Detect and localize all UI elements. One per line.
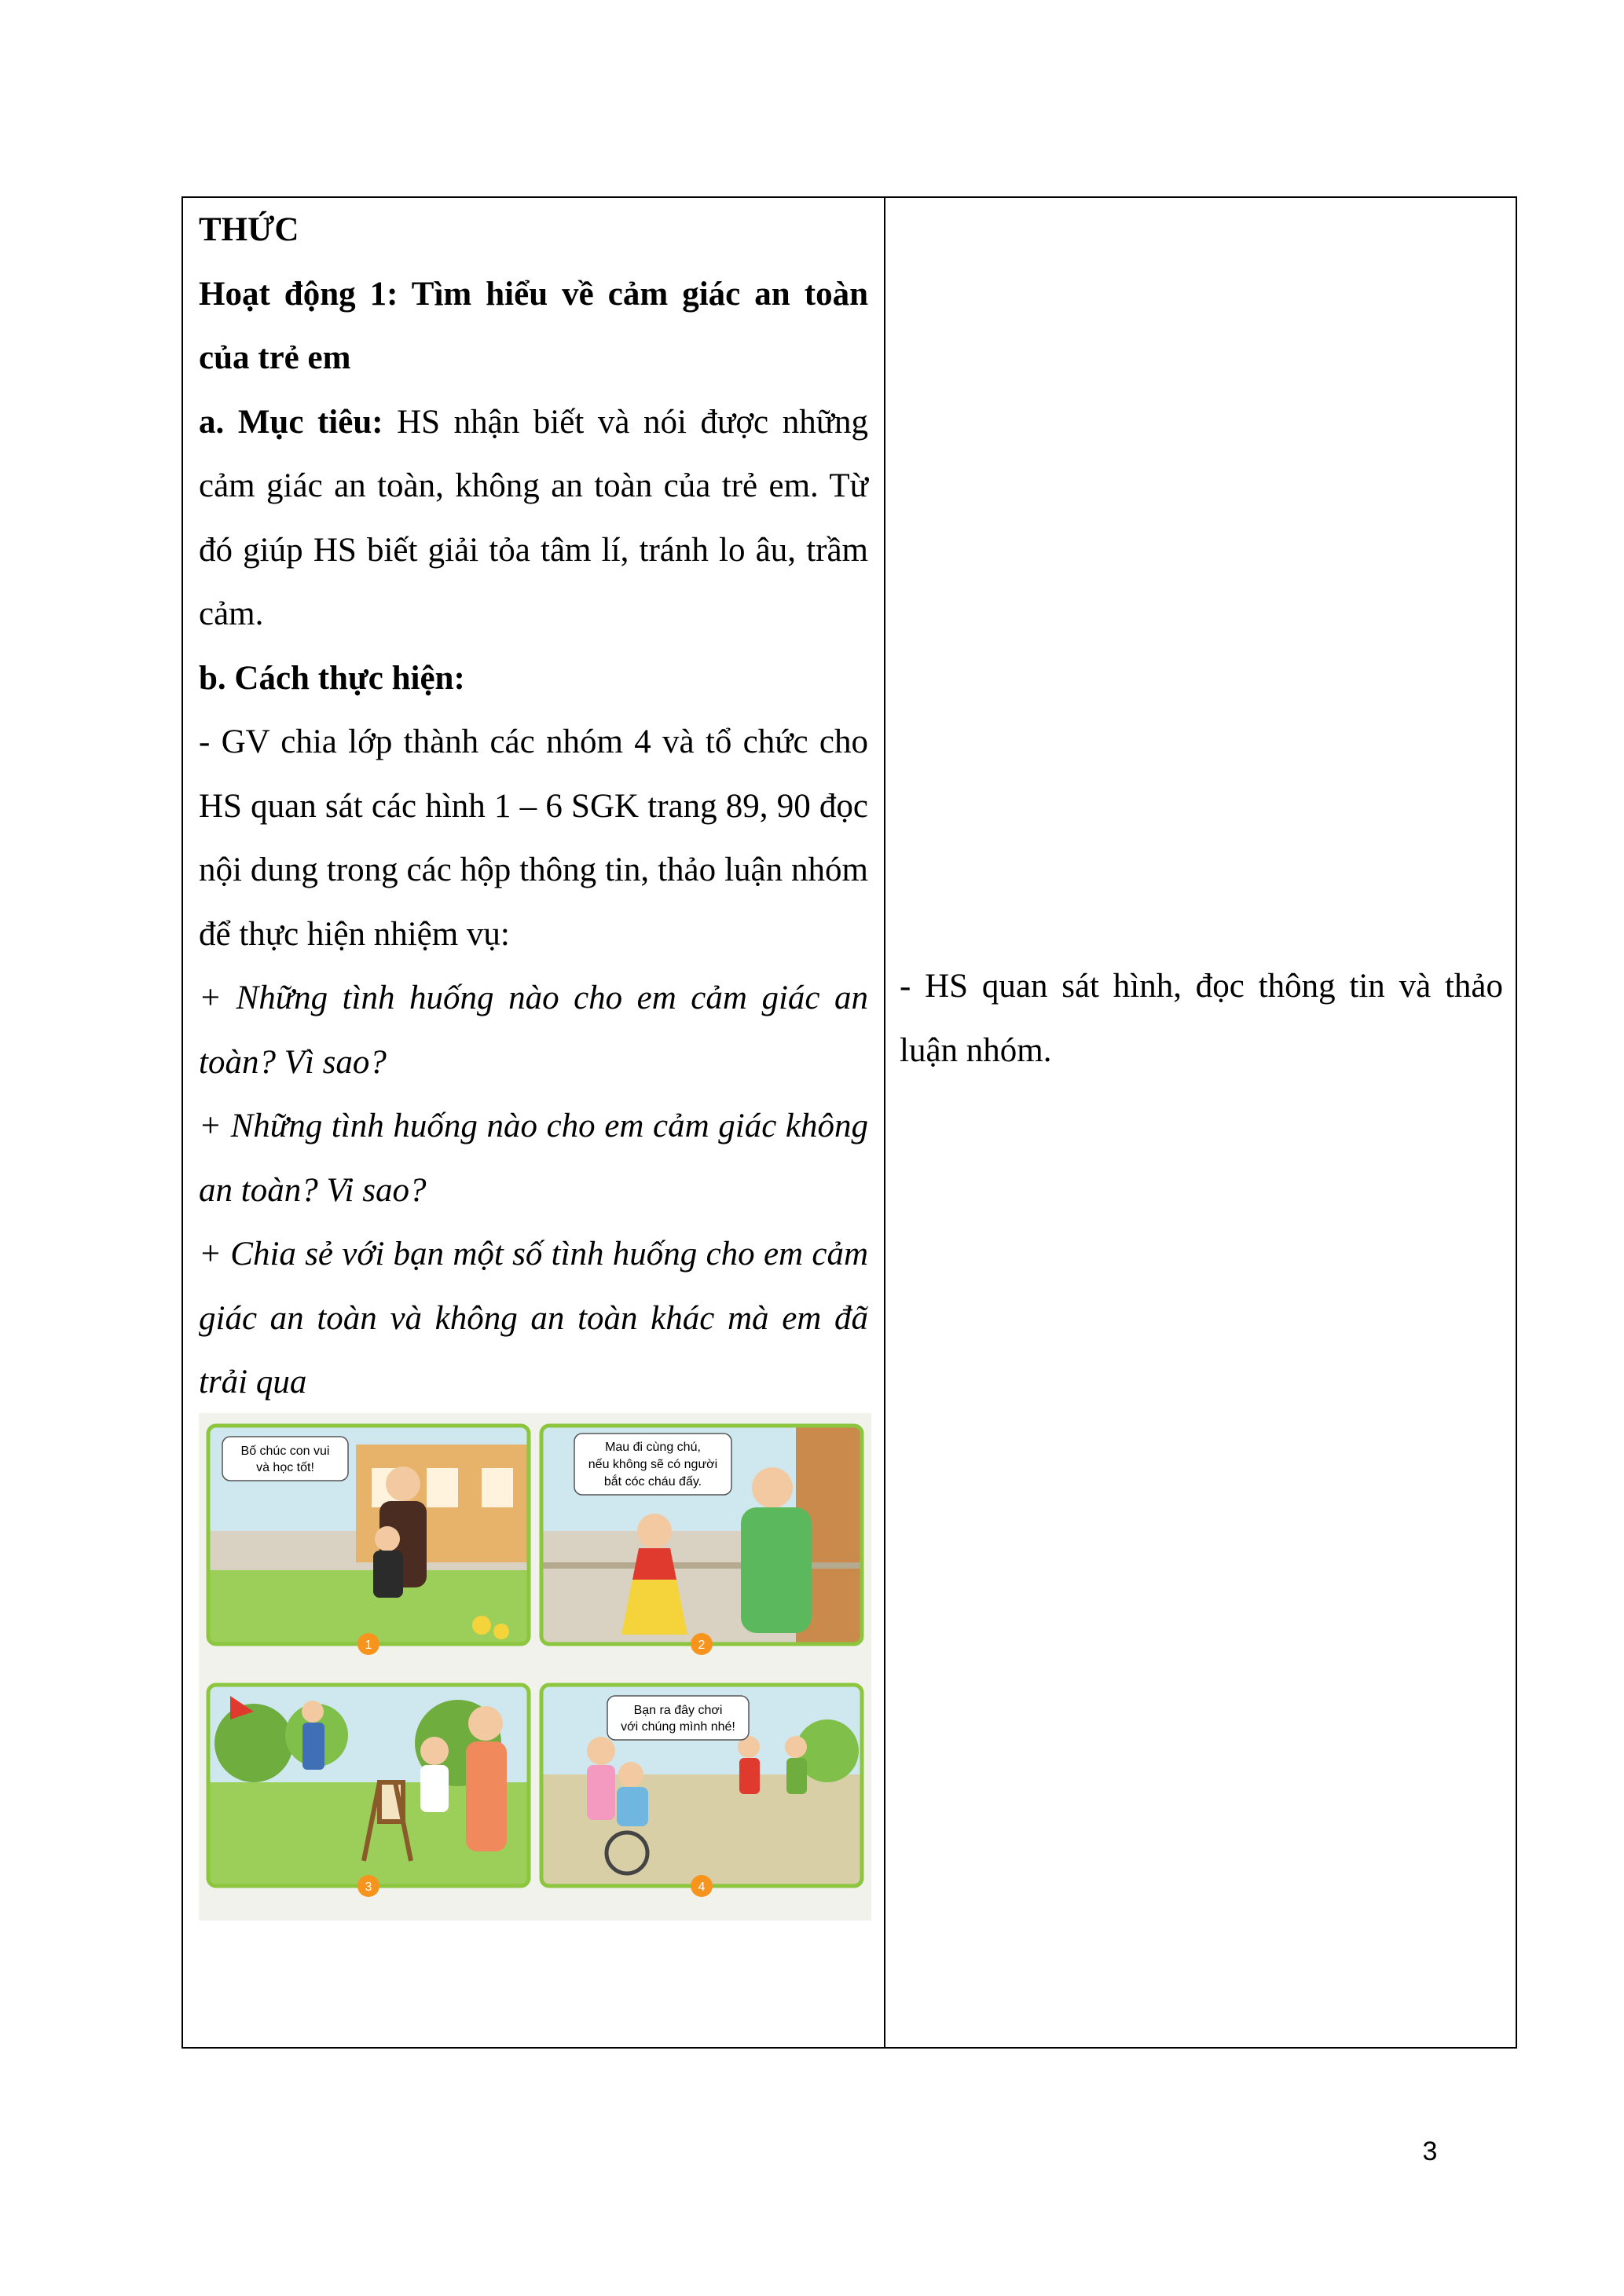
- speech-1-line-1: Bố chúc con vui: [240, 1445, 330, 1458]
- panel-2-number: 2: [698, 1639, 706, 1652]
- speech-bubble-2: [574, 1434, 731, 1495]
- illustration-svg: [199, 1413, 871, 1921]
- method-label: b. Cách thực hiện:: [199, 659, 465, 697]
- objective: [199, 390, 868, 646]
- speech-bubble-4: [607, 1696, 749, 1740]
- speech-1-line-2: và học tốt!: [256, 1461, 314, 1474]
- heading-continuation: THỨC: [199, 211, 299, 248]
- speech-4-line-2: với chúng mình nhé!: [621, 1720, 735, 1734]
- panel-4-number: 4: [698, 1880, 706, 1894]
- speech-2-line-3: bắt cóc cháu đấy.: [603, 1475, 702, 1489]
- student-column: [900, 954, 1503, 1082]
- objective-text: HS nhận biết và nói được những cảm giác an toàn, không an toàn của trẻ em. Từ đó giúp HS biết giải tỏa tâm lí, tránh lo âu, trầm cảm.: [199, 403, 869, 632]
- panel-3-number: 3: [365, 1880, 372, 1894]
- student-step: - HS quan sát hình, đọc thông tin và thảo luận nhóm.: [900, 968, 1503, 1069]
- column-divider: [884, 198, 885, 2047]
- panel-3: [208, 1685, 529, 1886]
- page-number: 3: [1422, 2137, 1438, 2166]
- question-1: + Những tình huống nào cho em cảm giác an toàn? Vì sao?: [199, 980, 868, 1081]
- question-2: + Những tình huống nào cho em cảm giác không an toàn? Vi sao?: [199, 1108, 868, 1209]
- objective-label: a. Mục tiêu:: [199, 403, 383, 441]
- speech-2-line-1: Mau đi cùng chú,: [605, 1441, 701, 1454]
- speech-bubble-1: [222, 1437, 348, 1481]
- teacher-step: - GV chia lớp thành các nhóm 4 và tổ chức cho HS quan sát các hình 1 – 6 SGK trang 89, 90 đọc nội dung trong các hộp thông tin, thảo luận nhóm để thực hiện nhiệm vụ:: [199, 723, 868, 953]
- lesson-table: [181, 196, 1517, 2049]
- speech-2-line-2: nếu không sẽ có người: [588, 1458, 718, 1471]
- question-3: + Chia sẻ với bạn một số tình huống cho em cảm giác an toàn và không an toàn khác mà em đã trải qua: [199, 1236, 868, 1401]
- teacher-column: [199, 198, 868, 1415]
- panel-1-number: 1: [365, 1639, 372, 1652]
- activity-title: Hoạt động 1: Tìm hiểu về cảm giác an toàn của trẻ em: [199, 275, 868, 376]
- speech-4-line-1: Bạn ra đây chơi: [633, 1704, 723, 1717]
- textbook-illustration: [199, 1413, 871, 1921]
